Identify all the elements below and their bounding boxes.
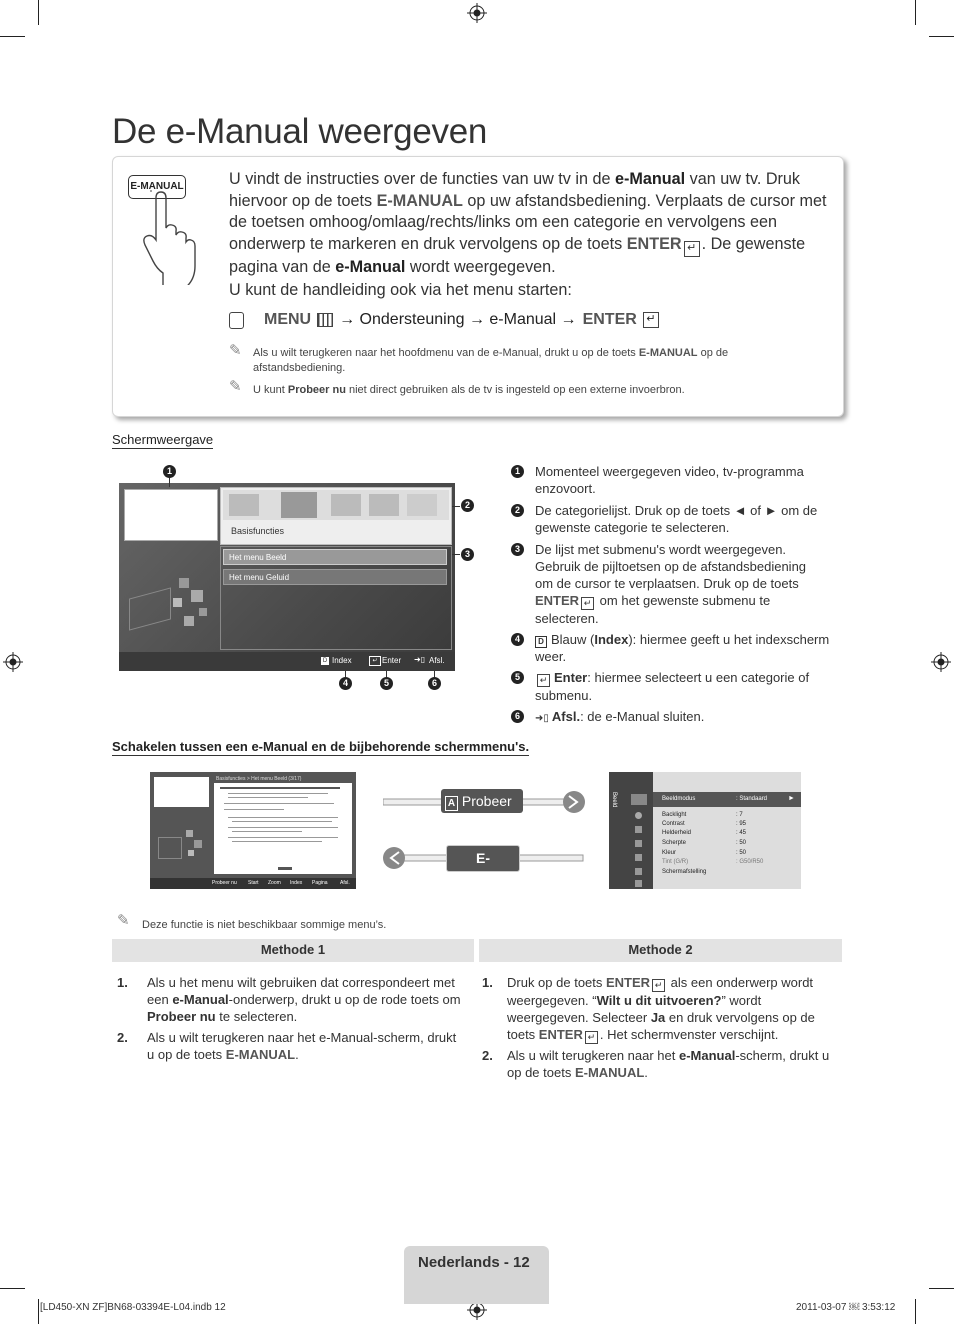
menu-row-value-text: : G50/R50	[736, 859, 764, 865]
menu-row-value-text: : 45	[736, 830, 747, 836]
intro-note-2	[253, 383, 813, 398]
registration-mark-icon	[467, 3, 487, 23]
method2-step-1	[482, 974, 832, 1044]
step-text: Als u het menu wilt gebruiken dat correspondeert met een	[147, 975, 455, 1007]
method2-header: Methode 2	[479, 939, 842, 962]
menu-row-value	[736, 850, 746, 856]
section-title-schakelen: Schakelen tussen een e-Manual en de bijbehorende schermmenu's.	[112, 739, 530, 754]
bar-index[interactable]: Index	[290, 880, 303, 886]
menu-row-label: Helderheid	[662, 830, 692, 836]
legend-number: 6	[511, 710, 524, 723]
hand-icon	[138, 190, 198, 285]
menu-row-label: Contrast	[662, 821, 685, 827]
menu-row[interactable]	[662, 840, 686, 846]
step-bold: Probeer nu	[147, 1009, 216, 1024]
enter-icon: ↵	[585, 1031, 598, 1044]
callout-6: 6	[428, 677, 441, 690]
availability-note: Deze functie is niet beschikbaar sommige menu’s.	[142, 919, 387, 931]
method1-header: Methode 1	[112, 939, 474, 962]
intro-text: e-Manual	[335, 257, 406, 276]
category-icon[interactable]	[229, 494, 259, 516]
crop-mark	[38, 1299, 39, 1324]
emanual-button[interactable]	[446, 845, 520, 891]
method1-step-2	[117, 1029, 467, 1063]
menu-row-value	[736, 859, 763, 865]
intro-paragraph	[229, 169, 829, 302]
menu-sidebar	[609, 772, 653, 889]
blue-key-icon: D	[535, 636, 547, 648]
legend-text: : de e-Manual sluiten.	[580, 709, 705, 724]
step-text: Als u wilt terugkeren naar het	[507, 1048, 679, 1063]
submenu-panel	[220, 546, 452, 650]
step-bold: Wilt u dit uitvoeren?	[596, 993, 722, 1008]
crop-mark	[929, 36, 954, 37]
legend-bold: Afsl.	[551, 709, 581, 724]
step-text: .	[644, 1065, 648, 1080]
bar-probeer[interactable]: Probeer nu	[212, 880, 237, 886]
crop-mark	[38, 0, 39, 25]
menu-path-icon	[229, 312, 244, 329]
menu-side-label: Beeld	[611, 792, 617, 808]
menu-row-value-text: : 50	[736, 850, 747, 856]
section-title-schermweergave: Schermweergave	[112, 432, 214, 447]
intro-text: op uw afstandsbediening. Verplaats de cursor met de toetsen omhoog/omlaag/rechts/links om een categorie en vervolgens een onderwerp te markeren en druk vervolgens op de toets	[229, 191, 827, 253]
enter-icon: ↵	[684, 241, 700, 257]
probeer-nu-button[interactable]	[441, 789, 523, 833]
small-screen-bottom-bar	[150, 878, 356, 889]
note-pencil-icon: ✎	[229, 342, 242, 359]
intro-text: . De gewenste pagina van de	[229, 234, 806, 276]
menu-row[interactable]	[662, 830, 691, 836]
step-key: E-MANUAL	[225, 1047, 296, 1062]
legend-number: 5	[511, 671, 524, 684]
legend-text: Blauw (	[551, 632, 595, 647]
exit-icon: ➜▯	[535, 713, 549, 724]
bar-exit[interactable]: Afsl.	[340, 880, 350, 886]
menu-row-value-text: : 95	[736, 821, 747, 827]
intro-key: ENTER	[626, 234, 682, 253]
exit-icon: ➜▯	[414, 655, 426, 664]
step-text: ” wordt weergegeven. Selecteer	[507, 993, 762, 1025]
menu-row-label: Beeldmodus	[662, 796, 696, 802]
enter-icon: ↵	[652, 979, 665, 992]
enter-icon: ↵	[537, 674, 550, 687]
video-preview	[154, 777, 209, 807]
menu-grid-icon	[317, 313, 333, 327]
step-text: -scherm, drukt u op de toets	[507, 1048, 830, 1080]
step-bold: e-Manual	[172, 992, 229, 1007]
decorative-cubes	[129, 568, 219, 633]
registration-mark-icon	[3, 652, 23, 672]
emanual-key-label: E-MANUAL	[130, 181, 184, 192]
step-text: Druk op de toets	[507, 975, 606, 990]
intro-text: wordt weergegeven.	[405, 257, 556, 276]
menu-icon	[635, 854, 642, 861]
step-text: Als u wilt terugkeren naar het e-Manual-scherm, drukt u op de toets	[147, 1030, 457, 1062]
menu-path-menu: MENU	[264, 311, 312, 328]
decorative-cubes	[158, 822, 208, 867]
step-text: en druk vervolgens op de toets	[507, 1010, 815, 1042]
probeer-nu-label: Probeer nu	[441, 793, 512, 833]
legend-number: 2	[511, 504, 524, 517]
emanual-page-header: Basisfuncties > Het menu Beeld (3/17)	[216, 776, 302, 782]
step-number: 1.	[117, 975, 128, 990]
video-preview	[124, 489, 218, 541]
menu-path-text: → Ondersteuning → e-Manual →	[339, 311, 577, 328]
menu-icon	[631, 794, 647, 805]
menu-row-label: Scherpte	[662, 840, 687, 846]
intro-text: van uw tv. Druk hiervoor op de toets	[229, 170, 801, 210]
step-text: -onderwerp, drukt u op de rode toets om	[228, 992, 461, 1007]
note-bold: Probeer nu	[287, 384, 346, 396]
step-number: 2.	[117, 1030, 128, 1045]
legend-text: ): hiermee geeft u het indexscherm weer.	[535, 632, 830, 664]
legend-item-3	[535, 541, 820, 627]
submenu-item[interactable]	[223, 549, 447, 565]
category-label: Basisfuncties	[231, 526, 285, 536]
legend-text: De lijst met submenu's wordt weergegeven. Gebruik de pijltoetsen op de afstandsbediening om de cursor te verplaatsen. Druk op de toets	[535, 542, 807, 591]
emanual-label: E-MANUAL	[452, 850, 514, 891]
callout-3: 3	[461, 548, 474, 561]
callout-line	[169, 477, 170, 487]
menu-row-value-text: : 7	[736, 812, 743, 818]
step-bold: Ja	[650, 1010, 666, 1025]
category-icon[interactable]	[369, 494, 399, 516]
bar-start[interactable]: Start	[248, 880, 259, 886]
category-icon[interactable]	[331, 494, 361, 516]
bar-exit[interactable]: Afsl.	[429, 656, 445, 665]
enter-icon: ↵	[643, 312, 659, 328]
bar-index[interactable]: Index	[332, 656, 352, 665]
note-key: E-MANUAL	[638, 347, 698, 359]
menu-row-value-text: : Standaard	[736, 796, 768, 802]
crop-mark	[915, 1299, 916, 1324]
legend-text: : hiermee selecteert u een categorie of submenu.	[535, 670, 810, 703]
menu-row-value	[736, 796, 767, 802]
arrow-right-icon: ►	[788, 795, 795, 802]
step-text: . Het schermvenster verschijnt.	[599, 1027, 779, 1042]
step-bold: e-Manual	[678, 1048, 736, 1063]
legend-bold: Enter	[554, 670, 588, 685]
menu-row[interactable]	[662, 821, 685, 827]
category-icons	[223, 490, 449, 520]
submenu-item[interactable]	[223, 569, 447, 585]
callout-2: 2	[461, 499, 474, 512]
callout-5: 5	[380, 677, 393, 690]
note-text: niet direct gebruiken als de tv is ingesteld op een externe invoerbron.	[345, 384, 685, 396]
red-key-icon: A	[445, 796, 458, 811]
legend-item-1	[535, 463, 820, 497]
menu-row-label: Tint (G/R)	[662, 859, 689, 865]
step-key: ENTER	[538, 1027, 583, 1042]
legend-key: ENTER	[535, 593, 580, 608]
crop-mark	[0, 1288, 25, 1289]
step-number: 2.	[482, 1048, 493, 1063]
step-key: E-MANUAL	[574, 1065, 645, 1080]
crop-mark	[915, 0, 916, 25]
intro-text: e-Manual	[615, 170, 686, 188]
menu-row-label: Kleur	[662, 850, 677, 856]
bar-enter[interactable]: Enter	[382, 656, 402, 665]
menu-path-enter: ENTER	[582, 311, 637, 328]
legend-text: om het gewenste submenu te selecteren.	[535, 593, 771, 626]
method2-step-2	[482, 1047, 832, 1081]
legend-number: 4	[511, 633, 524, 646]
method1-step-1	[117, 974, 467, 1025]
menu-row[interactable]	[662, 859, 688, 865]
emanual-screen	[119, 483, 455, 671]
intro-line2: U kunt de handleiding ook via het menu starten:	[229, 281, 572, 299]
step-number: 1.	[482, 975, 493, 990]
step-text: als een onderwerp wordt weergegeven. “	[507, 975, 814, 1008]
enter-icon: ↵	[581, 597, 594, 610]
step-text: .	[295, 1047, 299, 1062]
crop-mark	[0, 36, 25, 37]
menu-row-value	[736, 821, 746, 827]
category-panel	[220, 487, 452, 545]
page-number-tab	[404, 1246, 549, 1304]
step-key: ENTER	[606, 975, 651, 990]
page-title: De e-Manual weergeven	[112, 112, 488, 151]
crop-mark	[929, 1288, 954, 1289]
legend-text: Momenteel weergegeven video, tv-programma enzovoort.	[535, 464, 804, 496]
emanual-page	[214, 783, 352, 874]
menu-icon	[635, 868, 642, 875]
menu-row-label: Backlight	[662, 812, 687, 818]
step-text: te selecteren.	[215, 1009, 298, 1024]
category-icon-selected[interactable]	[281, 492, 317, 518]
menu-icon	[635, 840, 642, 847]
menu-row-value	[736, 812, 743, 818]
menu-row-value	[736, 840, 746, 846]
screen-bottom-bar	[119, 652, 455, 671]
menu-row-value-text: : 50	[736, 840, 747, 846]
legend-bold: Index	[594, 632, 629, 647]
callout-line	[452, 506, 460, 507]
intro-text: U vindt de instructies over de functies van uw tv in de	[229, 170, 615, 188]
intro-key: E-MANUAL	[376, 191, 463, 210]
legend-item-4	[535, 631, 835, 665]
legend-item-2	[535, 502, 825, 536]
submenu-item-label: Het menu Geluid	[229, 573, 290, 582]
menu-row[interactable]	[662, 812, 686, 818]
note-text: op de afstandsbediening.	[253, 347, 729, 374]
registration-mark-icon	[931, 652, 951, 672]
note-text: U kunt	[253, 384, 288, 396]
submenu-item-label: Het menu Beeld	[229, 553, 287, 562]
index-key-icon: D	[322, 658, 328, 664]
enter-icon: ↵	[369, 656, 381, 666]
menu-row[interactable]	[662, 796, 695, 802]
note-pencil-icon: ✎	[229, 378, 242, 395]
remote-illustration	[128, 170, 198, 285]
menu-row-label: Schermafstelling	[662, 869, 707, 875]
menu-icon	[635, 880, 642, 887]
callout-line	[452, 554, 460, 555]
note-text: Als u wilt terugkeren naar het hoofdmenu van de e-Manual, drukt u op de toets	[253, 347, 639, 359]
note-pencil-icon: ✎	[117, 912, 130, 929]
legend-number: 1	[511, 465, 524, 478]
intro-note-1	[253, 346, 793, 376]
bar-zoom[interactable]: Zoom	[268, 880, 281, 886]
bar-pagina[interactable]: Pagina	[312, 880, 328, 886]
menu-icon	[635, 826, 642, 833]
menu-icon	[635, 812, 642, 819]
footer-date: 2011-03-07 ￼ 3:53:12	[796, 1302, 896, 1313]
callout-1: 1	[163, 465, 176, 478]
emanual-screen-small	[150, 772, 356, 889]
picture-menu-screen	[609, 772, 801, 889]
menu-row-value	[736, 830, 746, 836]
legend-number: 3	[511, 543, 524, 556]
menu-row[interactable]	[662, 850, 676, 856]
callout-4: 4	[339, 677, 352, 690]
legend-text: De categorielijst. Druk op de toets ◄ of ► om de gewenste categorie te selecteren.	[535, 503, 818, 535]
menu-row[interactable]	[662, 869, 706, 875]
category-icon[interactable]	[407, 494, 437, 516]
page-number: Nederlands - 12	[418, 1254, 530, 1271]
footer-filename: [LD450-XN ZF]BN68-03394E-L04.indb 12	[40, 1302, 226, 1313]
menu-path	[229, 311, 659, 329]
legend-item-6	[535, 708, 820, 727]
legend-item-5	[535, 669, 820, 704]
